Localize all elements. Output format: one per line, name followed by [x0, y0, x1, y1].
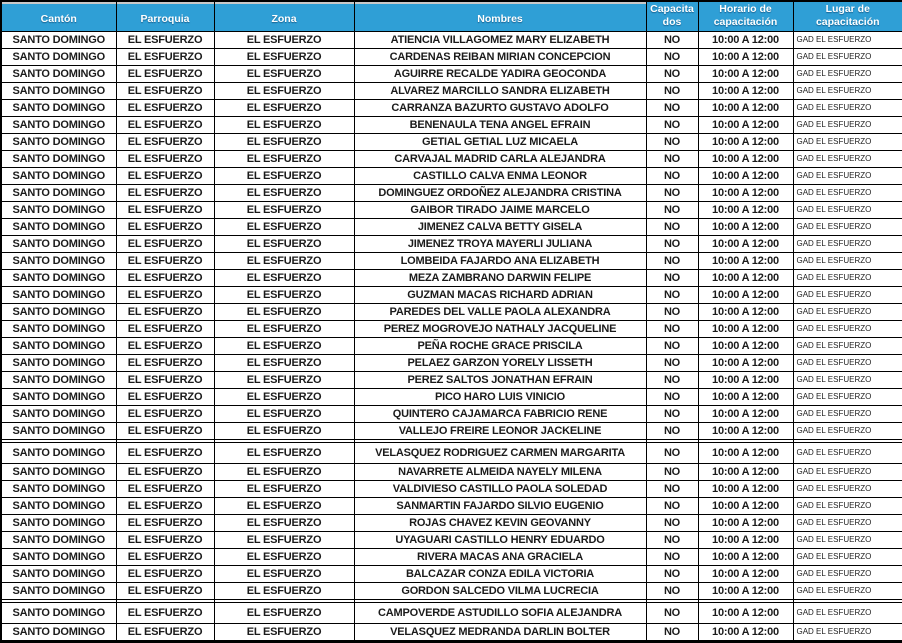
cell-zona: EL ESFUERZO: [214, 303, 354, 320]
cell-nombre: LOMBEIDA FAJARDO ANA ELIZABETH: [354, 252, 646, 269]
cell-parroquia: EL ESFUERZO: [116, 286, 214, 303]
cell-horario: 10:00 A 12:00: [698, 235, 793, 252]
cell-zona: EL ESFUERZO: [214, 337, 354, 354]
cell-lugar: GAD EL ESFUERZO: [793, 623, 902, 640]
table-row: [1, 252, 902, 269]
table-row: [1, 548, 902, 565]
cell-zona: EL ESFUERZO: [214, 82, 354, 99]
cell-zona: EL ESFUERZO: [214, 463, 354, 480]
cell-zona: EL ESFUERZO: [214, 565, 354, 582]
spacer-cell: [646, 640, 698, 642]
cell-parroquia: EL ESFUERZO: [116, 354, 214, 371]
cell-horario: 10:00 A 12:00: [698, 116, 793, 133]
cell-horario: 10:00 A 12:00: [698, 565, 793, 582]
cell-nombre: VELASQUEZ RODRIGUEZ CARMEN MARGARITA: [354, 442, 646, 463]
column-header-nombres: Nombres: [354, 1, 646, 31]
cell-horario: 10:00 A 12:00: [698, 99, 793, 116]
spacer-cell: [116, 640, 214, 642]
cell-parroquia: EL ESFUERZO: [116, 133, 214, 150]
cell-horario: 10:00 A 12:00: [698, 497, 793, 514]
cell-canton: SANTO DOMINGO: [1, 531, 116, 548]
cell-zona: EL ESFUERZO: [214, 133, 354, 150]
cell-parroquia: EL ESFUERZO: [116, 184, 214, 201]
cell-nombre: UYAGUARI CASTILLO HENRY EDUARDO: [354, 531, 646, 548]
cell-lugar: GAD EL ESFUERZO: [793, 548, 902, 565]
cell-parroquia: EL ESFUERZO: [116, 565, 214, 582]
cell-zona: EL ESFUERZO: [214, 405, 354, 422]
cell-canton: SANTO DOMINGO: [1, 354, 116, 371]
cell-capacitados: NO: [646, 99, 698, 116]
cell-lugar: GAD EL ESFUERZO: [793, 602, 902, 623]
cell-horario: 10:00 A 12:00: [698, 320, 793, 337]
cell-horario: 10:00 A 12:00: [698, 82, 793, 99]
column-header-lugar: Lugar de capacitación: [793, 1, 902, 31]
table-row: [1, 422, 902, 439]
cell-capacitados: NO: [646, 582, 698, 599]
table-row: [1, 371, 902, 388]
cell-horario: 10:00 A 12:00: [698, 286, 793, 303]
cell-nombre: CAMPOVERDE ASTUDILLO SOFIA ALEJANDRA: [354, 602, 646, 623]
cell-horario: 10:00 A 12:00: [698, 405, 793, 422]
cell-lugar: GAD EL ESFUERZO: [793, 116, 902, 133]
cell-nombre: CARDENAS REIBAN MIRIAN CONCEPCION: [354, 48, 646, 65]
cell-canton: SANTO DOMINGO: [1, 514, 116, 531]
cell-zona: EL ESFUERZO: [214, 48, 354, 65]
table-row: [1, 337, 902, 354]
cell-nombre: PICO HARO LUIS VINICIO: [354, 388, 646, 405]
cell-capacitados: NO: [646, 337, 698, 354]
cell-canton: SANTO DOMINGO: [1, 337, 116, 354]
cell-canton: SANTO DOMINGO: [1, 371, 116, 388]
spacer-cell: [1, 640, 116, 642]
cell-canton: SANTO DOMINGO: [1, 150, 116, 167]
cell-capacitados: NO: [646, 371, 698, 388]
table-row: [1, 184, 902, 201]
cell-lugar: GAD EL ESFUERZO: [793, 405, 902, 422]
cell-horario: 10:00 A 12:00: [698, 531, 793, 548]
cell-nombre: AGUIRRE RECALDE YADIRA GEOCONDA: [354, 65, 646, 82]
cell-lugar: GAD EL ESFUERZO: [793, 480, 902, 497]
cell-lugar: GAD EL ESFUERZO: [793, 565, 902, 582]
cell-lugar: GAD EL ESFUERZO: [793, 531, 902, 548]
cell-lugar: GAD EL ESFUERZO: [793, 497, 902, 514]
table-row: [1, 442, 902, 463]
cell-lugar: GAD EL ESFUERZO: [793, 65, 902, 82]
cell-parroquia: EL ESFUERZO: [116, 582, 214, 599]
cell-lugar: GAD EL ESFUERZO: [793, 582, 902, 599]
cell-horario: 10:00 A 12:00: [698, 354, 793, 371]
cell-canton: SANTO DOMINGO: [1, 116, 116, 133]
cell-nombre: ROJAS CHAVEZ KEVIN GEOVANNY: [354, 514, 646, 531]
table-row: [1, 82, 902, 99]
table-row: [1, 286, 902, 303]
cell-parroquia: EL ESFUERZO: [116, 497, 214, 514]
cell-nombre: SANMARTIN FAJARDO SILVIO EUGENIO: [354, 497, 646, 514]
cell-capacitados: NO: [646, 497, 698, 514]
cell-nombre: RIVERA MACAS ANA GRACIELA: [354, 548, 646, 565]
cell-nombre: JIMENEZ TROYA MAYERLI JULIANA: [354, 235, 646, 252]
cell-parroquia: EL ESFUERZO: [116, 548, 214, 565]
cell-horario: 10:00 A 12:00: [698, 269, 793, 286]
cell-zona: EL ESFUERZO: [214, 371, 354, 388]
cell-zona: EL ESFUERZO: [214, 531, 354, 548]
table-row: [1, 31, 902, 48]
cell-zona: EL ESFUERZO: [214, 623, 354, 640]
table-row: [1, 565, 902, 582]
cell-parroquia: EL ESFUERZO: [116, 514, 214, 531]
cell-capacitados: NO: [646, 405, 698, 422]
cell-zona: EL ESFUERZO: [214, 269, 354, 286]
cell-parroquia: EL ESFUERZO: [116, 116, 214, 133]
cell-lugar: GAD EL ESFUERZO: [793, 133, 902, 150]
cell-horario: 10:00 A 12:00: [698, 602, 793, 623]
table-row: [1, 133, 902, 150]
cell-canton: SANTO DOMINGO: [1, 303, 116, 320]
cell-zona: EL ESFUERZO: [214, 31, 354, 48]
cell-lugar: GAD EL ESFUERZO: [793, 388, 902, 405]
cell-capacitados: NO: [646, 184, 698, 201]
cell-zona: EL ESFUERZO: [214, 388, 354, 405]
table-row: [1, 218, 902, 235]
cell-canton: SANTO DOMINGO: [1, 218, 116, 235]
column-header-zona: Zona: [214, 1, 354, 31]
cell-nombre: CASTILLO CALVA ENMA LEONOR: [354, 167, 646, 184]
cell-zona: EL ESFUERZO: [214, 497, 354, 514]
table-row: [1, 480, 902, 497]
cell-capacitados: NO: [646, 463, 698, 480]
cell-horario: 10:00 A 12:00: [698, 201, 793, 218]
cell-canton: SANTO DOMINGO: [1, 133, 116, 150]
cell-nombre: VALLEJO FREIRE LEONOR JACKELINE: [354, 422, 646, 439]
spacer-cell: [354, 640, 646, 642]
cell-nombre: GAIBOR TIRADO JAIME MARCELO: [354, 201, 646, 218]
cell-parroquia: EL ESFUERZO: [116, 337, 214, 354]
cell-parroquia: EL ESFUERZO: [116, 405, 214, 422]
table-body: [1, 31, 902, 642]
cell-zona: EL ESFUERZO: [214, 218, 354, 235]
header-row: [1, 1, 902, 31]
cell-zona: EL ESFUERZO: [214, 422, 354, 439]
cell-canton: SANTO DOMINGO: [1, 422, 116, 439]
cell-canton: SANTO DOMINGO: [1, 480, 116, 497]
table-row: [1, 514, 902, 531]
cell-nombre: PELAEZ GARZON YORELY LISSETH: [354, 354, 646, 371]
table-row: [1, 201, 902, 218]
table-row: [1, 235, 902, 252]
cell-lugar: GAD EL ESFUERZO: [793, 48, 902, 65]
cell-lugar: GAD EL ESFUERZO: [793, 201, 902, 218]
table-row: [1, 269, 902, 286]
cell-canton: SANTO DOMINGO: [1, 99, 116, 116]
cell-parroquia: EL ESFUERZO: [116, 150, 214, 167]
cell-horario: 10:00 A 12:00: [698, 218, 793, 235]
cell-lugar: GAD EL ESFUERZO: [793, 320, 902, 337]
table-row: [1, 602, 902, 623]
cell-zona: EL ESFUERZO: [214, 548, 354, 565]
cell-horario: 10:00 A 12:00: [698, 480, 793, 497]
cell-nombre: PAREDES DEL VALLE PAOLA ALEXANDRA: [354, 303, 646, 320]
cell-horario: 10:00 A 12:00: [698, 623, 793, 640]
cell-capacitados: NO: [646, 514, 698, 531]
table-row: [1, 65, 902, 82]
cell-nombre: VELASQUEZ MEDRANDA DARLIN BOLTER: [354, 623, 646, 640]
cell-capacitados: NO: [646, 480, 698, 497]
cell-parroquia: EL ESFUERZO: [116, 442, 214, 463]
cell-nombre: BALCAZAR CONZA EDILA VICTORIA: [354, 565, 646, 582]
cell-zona: EL ESFUERZO: [214, 286, 354, 303]
cell-nombre: CARRANZA BAZURTO GUSTAVO ADOLFO: [354, 99, 646, 116]
cell-parroquia: EL ESFUERZO: [116, 531, 214, 548]
table-row: [1, 167, 902, 184]
table-row: [1, 99, 902, 116]
cell-parroquia: EL ESFUERZO: [116, 303, 214, 320]
cell-zona: EL ESFUERZO: [214, 582, 354, 599]
cell-parroquia: EL ESFUERZO: [116, 422, 214, 439]
table-row: [1, 48, 902, 65]
cell-canton: SANTO DOMINGO: [1, 582, 116, 599]
cell-capacitados: NO: [646, 531, 698, 548]
cell-capacitados: NO: [646, 269, 698, 286]
cell-nombre: PEREZ MOGROVEJO NATHALY JACQUELINE: [354, 320, 646, 337]
cell-nombre: ATIENCIA VILLAGOMEZ MARY ELIZABETH: [354, 31, 646, 48]
spacer-cell: [698, 640, 793, 642]
cell-canton: SANTO DOMINGO: [1, 252, 116, 269]
cell-parroquia: EL ESFUERZO: [116, 235, 214, 252]
table-row: [1, 320, 902, 337]
cell-horario: 10:00 A 12:00: [698, 582, 793, 599]
column-header-parroquia: Parroquia: [116, 1, 214, 31]
cell-zona: EL ESFUERZO: [214, 65, 354, 82]
cell-horario: 10:00 A 12:00: [698, 65, 793, 82]
cell-zona: EL ESFUERZO: [214, 442, 354, 463]
cell-lugar: GAD EL ESFUERZO: [793, 286, 902, 303]
cell-parroquia: EL ESFUERZO: [116, 167, 214, 184]
table-row: [1, 116, 902, 133]
cell-horario: 10:00 A 12:00: [698, 442, 793, 463]
cell-horario: 10:00 A 12:00: [698, 167, 793, 184]
cell-nombre: JIMENEZ CALVA BETTY GISELA: [354, 218, 646, 235]
cell-nombre: GETIAL GETIAL LUZ MICAELA: [354, 133, 646, 150]
cell-canton: SANTO DOMINGO: [1, 405, 116, 422]
cell-parroquia: EL ESFUERZO: [116, 48, 214, 65]
cell-canton: SANTO DOMINGO: [1, 548, 116, 565]
cell-canton: SANTO DOMINGO: [1, 269, 116, 286]
cell-horario: 10:00 A 12:00: [698, 184, 793, 201]
cell-canton: SANTO DOMINGO: [1, 201, 116, 218]
cell-capacitados: NO: [646, 218, 698, 235]
cell-nombre: PEÑA ROCHE GRACE PRISCILA: [354, 337, 646, 354]
cell-horario: 10:00 A 12:00: [698, 388, 793, 405]
cell-lugar: GAD EL ESFUERZO: [793, 218, 902, 235]
cell-canton: SANTO DOMINGO: [1, 497, 116, 514]
cell-lugar: GAD EL ESFUERZO: [793, 82, 902, 99]
cell-canton: SANTO DOMINGO: [1, 602, 116, 623]
cell-nombre: GORDON SALCEDO VILMA LUCRECIA: [354, 582, 646, 599]
column-header-horario: Horario de capacitación: [698, 1, 793, 31]
cell-parroquia: EL ESFUERZO: [116, 65, 214, 82]
cell-capacitados: NO: [646, 565, 698, 582]
column-header-canton: Cantón: [1, 1, 116, 31]
cell-lugar: GAD EL ESFUERZO: [793, 235, 902, 252]
cell-parroquia: EL ESFUERZO: [116, 602, 214, 623]
cell-canton: SANTO DOMINGO: [1, 235, 116, 252]
cell-capacitados: NO: [646, 623, 698, 640]
cell-parroquia: EL ESFUERZO: [116, 463, 214, 480]
cell-lugar: GAD EL ESFUERZO: [793, 442, 902, 463]
cell-canton: SANTO DOMINGO: [1, 565, 116, 582]
cell-capacitados: NO: [646, 235, 698, 252]
cell-canton: SANTO DOMINGO: [1, 65, 116, 82]
cell-lugar: GAD EL ESFUERZO: [793, 463, 902, 480]
cell-nombre: BENENAULA TENA ANGEL EFRAIN: [354, 116, 646, 133]
cell-canton: SANTO DOMINGO: [1, 442, 116, 463]
cell-horario: 10:00 A 12:00: [698, 463, 793, 480]
cell-canton: SANTO DOMINGO: [1, 463, 116, 480]
table-row: [1, 582, 902, 599]
cell-nombre: PEREZ SALTOS JONATHAN EFRAIN: [354, 371, 646, 388]
cell-capacitados: NO: [646, 133, 698, 150]
cell-horario: 10:00 A 12:00: [698, 371, 793, 388]
cell-horario: 10:00 A 12:00: [698, 514, 793, 531]
cell-lugar: GAD EL ESFUERZO: [793, 514, 902, 531]
cell-parroquia: EL ESFUERZO: [116, 371, 214, 388]
table-header: [1, 1, 902, 31]
cell-zona: EL ESFUERZO: [214, 602, 354, 623]
cell-capacitados: NO: [646, 303, 698, 320]
cell-zona: EL ESFUERZO: [214, 167, 354, 184]
cell-horario: 10:00 A 12:00: [698, 150, 793, 167]
cell-lugar: GAD EL ESFUERZO: [793, 371, 902, 388]
cell-parroquia: EL ESFUERZO: [116, 218, 214, 235]
cell-lugar: GAD EL ESFUERZO: [793, 184, 902, 201]
table-row: [1, 405, 902, 422]
cell-parroquia: EL ESFUERZO: [116, 480, 214, 497]
cell-lugar: GAD EL ESFUERZO: [793, 337, 902, 354]
cell-nombre: ALVAREZ MARCILLO SANDRA ELIZABETH: [354, 82, 646, 99]
cell-capacitados: NO: [646, 548, 698, 565]
cell-nombre: MEZA ZAMBRANO DARWIN FELIPE: [354, 269, 646, 286]
cell-capacitados: NO: [646, 354, 698, 371]
cell-zona: EL ESFUERZO: [214, 150, 354, 167]
table-row: [1, 303, 902, 320]
cell-capacitados: NO: [646, 252, 698, 269]
cell-zona: EL ESFUERZO: [214, 184, 354, 201]
table-row: [1, 150, 902, 167]
table-row: [1, 354, 902, 371]
cell-canton: SANTO DOMINGO: [1, 388, 116, 405]
cell-zona: EL ESFUERZO: [214, 320, 354, 337]
cell-zona: EL ESFUERZO: [214, 514, 354, 531]
cell-horario: 10:00 A 12:00: [698, 48, 793, 65]
cell-lugar: GAD EL ESFUERZO: [793, 31, 902, 48]
cell-zona: EL ESFUERZO: [214, 99, 354, 116]
cell-horario: 10:00 A 12:00: [698, 31, 793, 48]
cell-nombre: DOMINGUEZ ORDOÑEZ ALEJANDRA CRISTINA: [354, 184, 646, 201]
cell-nombre: GUZMAN MACAS RICHARD ADRIAN: [354, 286, 646, 303]
spacer-cell: [214, 640, 354, 642]
cell-zona: EL ESFUERZO: [214, 235, 354, 252]
cell-parroquia: EL ESFUERZO: [116, 269, 214, 286]
cell-capacitados: NO: [646, 442, 698, 463]
cell-zona: EL ESFUERZO: [214, 354, 354, 371]
cell-parroquia: EL ESFUERZO: [116, 201, 214, 218]
cell-capacitados: NO: [646, 82, 698, 99]
cell-lugar: GAD EL ESFUERZO: [793, 303, 902, 320]
cell-lugar: GAD EL ESFUERZO: [793, 150, 902, 167]
cell-parroquia: EL ESFUERZO: [116, 31, 214, 48]
table-row: [1, 463, 902, 480]
spacer-cell: [793, 640, 902, 642]
table-row: [1, 388, 902, 405]
cell-lugar: GAD EL ESFUERZO: [793, 99, 902, 116]
cell-canton: SANTO DOMINGO: [1, 167, 116, 184]
cell-parroquia: EL ESFUERZO: [116, 623, 214, 640]
cell-capacitados: NO: [646, 388, 698, 405]
cell-capacitados: NO: [646, 48, 698, 65]
cell-canton: SANTO DOMINGO: [1, 320, 116, 337]
cell-canton: SANTO DOMINGO: [1, 184, 116, 201]
column-header-capacitados: Capacita dos: [646, 1, 698, 31]
spacer-row: [1, 640, 902, 642]
cell-nombre: NAVARRETE ALMEIDA NAYELY MILENA: [354, 463, 646, 480]
cell-capacitados: NO: [646, 167, 698, 184]
cell-canton: SANTO DOMINGO: [1, 82, 116, 99]
cell-lugar: GAD EL ESFUERZO: [793, 269, 902, 286]
cell-horario: 10:00 A 12:00: [698, 337, 793, 354]
cell-zona: EL ESFUERZO: [214, 201, 354, 218]
cell-canton: SANTO DOMINGO: [1, 286, 116, 303]
cell-canton: SANTO DOMINGO: [1, 48, 116, 65]
cell-capacitados: NO: [646, 286, 698, 303]
cell-lugar: GAD EL ESFUERZO: [793, 354, 902, 371]
cell-horario: 10:00 A 12:00: [698, 303, 793, 320]
cell-capacitados: NO: [646, 116, 698, 133]
cell-parroquia: EL ESFUERZO: [116, 388, 214, 405]
cell-lugar: GAD EL ESFUERZO: [793, 422, 902, 439]
table-row: [1, 623, 902, 640]
cell-capacitados: NO: [646, 31, 698, 48]
cell-lugar: GAD EL ESFUERZO: [793, 252, 902, 269]
cell-zona: EL ESFUERZO: [214, 480, 354, 497]
cell-zona: EL ESFUERZO: [214, 252, 354, 269]
cell-horario: 10:00 A 12:00: [698, 422, 793, 439]
cell-horario: 10:00 A 12:00: [698, 252, 793, 269]
cell-parroquia: EL ESFUERZO: [116, 99, 214, 116]
cell-parroquia: EL ESFUERZO: [116, 252, 214, 269]
cell-canton: SANTO DOMINGO: [1, 623, 116, 640]
cell-capacitados: NO: [646, 422, 698, 439]
cell-capacitados: NO: [646, 150, 698, 167]
cell-capacitados: NO: [646, 201, 698, 218]
cell-nombre: VALDIVIESO CASTILLO PAOLA SOLEDAD: [354, 480, 646, 497]
cell-horario: 10:00 A 12:00: [698, 133, 793, 150]
cell-parroquia: EL ESFUERZO: [116, 82, 214, 99]
cell-nombre: CARVAJAL MADRID CARLA ALEJANDRA: [354, 150, 646, 167]
cell-zona: EL ESFUERZO: [214, 116, 354, 133]
cell-capacitados: NO: [646, 602, 698, 623]
table-row: [1, 497, 902, 514]
cell-lugar: GAD EL ESFUERZO: [793, 167, 902, 184]
cell-horario: 10:00 A 12:00: [698, 548, 793, 565]
cell-canton: SANTO DOMINGO: [1, 31, 116, 48]
cell-parroquia: EL ESFUERZO: [116, 320, 214, 337]
cell-capacitados: NO: [646, 65, 698, 82]
cell-capacitados: NO: [646, 320, 698, 337]
cell-nombre: QUINTERO CAJAMARCA FABRICIO RENE: [354, 405, 646, 422]
table-row: [1, 531, 902, 548]
